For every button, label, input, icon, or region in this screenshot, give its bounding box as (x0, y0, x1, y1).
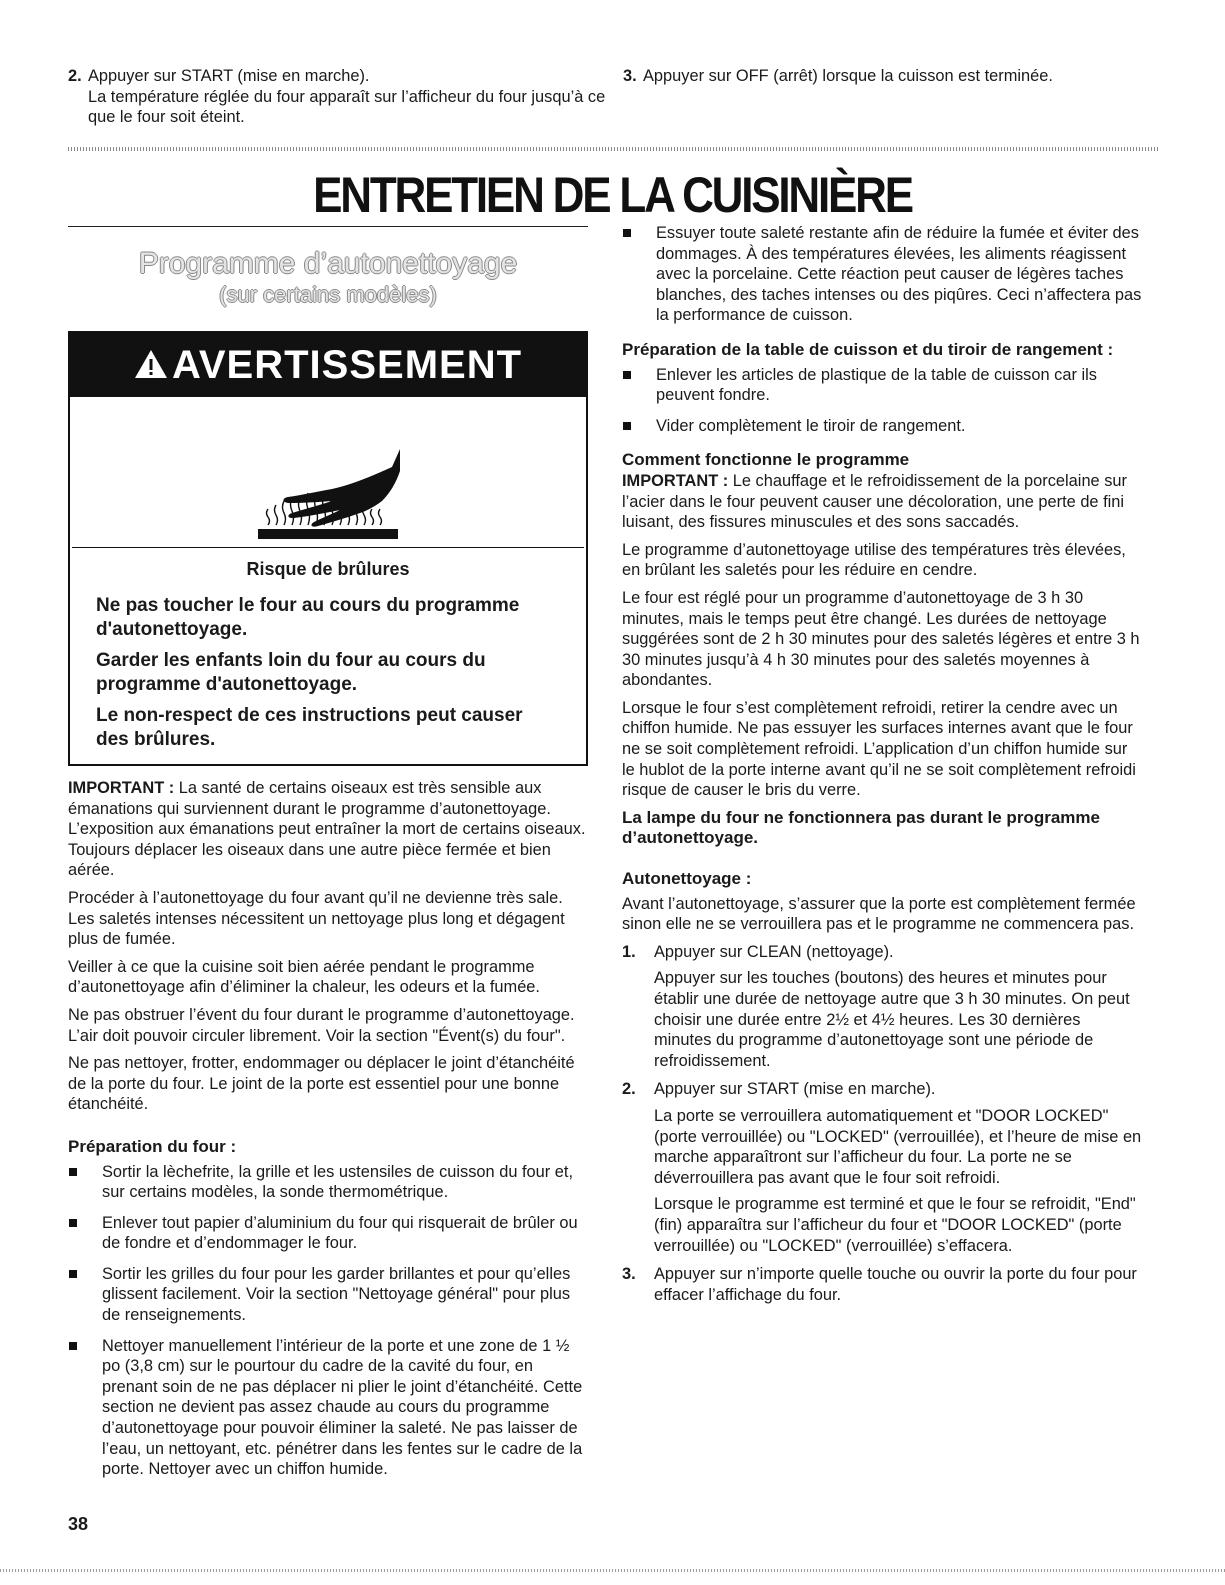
right-column (622, 223, 1142, 1313)
bullet-icon (69, 1168, 77, 1176)
warning-risk: Risque de brûlures (246, 559, 410, 579)
paragraph: Avant l’autonettoyage, s’assurer que la porte est complètement fermée sinon elle ne se verrouillera pas et le programme ne commencera pas. (622, 894, 1136, 934)
list-item: Essuyer toute saleté restante afin de réduire la fumée et éviter des dommages. À des températures élevées, les aliments réagissent avec la porcelaine. Cette réaction peut causer de légères taches blanches, des taches intenses ou des piqûres. Ceci n’affectera pas la performance de cuisson. (622, 223, 1142, 326)
step-text: Appuyer sur START (mise en marche). (654, 1080, 936, 1099)
prep-oven-heading: Préparation du four : (68, 1136, 237, 1156)
important-paragraph (622, 471, 1142, 533)
paragraph: Lorsque le four s’est complètement refroidi, retirer la cendre avec un chiffon humide. Ne pas essuyer les surfaces internes avant que le four ne se soit complètement refroidi. L’application d’un chiffon humide sur le hublot de la porte interne avant qu’il ne se soit complètement refroidi risque de causer le bris du verre. (622, 698, 1136, 800)
paragraph: Ne pas nettoyer, frotter, endommager ou déplacer le joint d’étanchéité de la porte du four. Le joint de la porte est essentiel pour une bonne étanchéité. (68, 1054, 575, 1114)
important-paragraph (68, 778, 588, 881)
list-item: Sortir la lèchefrite, la grille et les ustensiles de cuisson du four et, sur certains modèles, la sonde thermométrique. (68, 1162, 588, 1203)
paragraph: Le four est réglé pour un programme d’autonettoyage de 3 h 30 minutes, mais le temps peut être changé. Les durées de nettoyage suggérées sont de 2 h 30 minutes pour des saletés légères et entre 3 h 30 minutes jusqu’à 4 h 30 minutes pour des saletés moyennes à abondantes. (622, 588, 1140, 690)
step-number: 3. (623, 67, 637, 85)
bullet-icon (623, 371, 631, 379)
step-text: Appuyer sur START (mise en marche). (88, 67, 370, 85)
list-item: Enlever tout papier d’aluminium du four qui risquerait de brûler ou de fondre et d’endommager le four. (68, 1213, 588, 1254)
important-text: Le chauffage et le refroidissement de la porcelaine sur l’acier dans le four peuvent causer une décoloration, une perte de fini luisant, des fissures minuscules et des sons saccadés. (622, 471, 1127, 532)
top-step-2 (68, 66, 608, 128)
section-title: Programme d’autonettoyage (138, 247, 518, 280)
list-item: Vider complètement le tiroir de rangement. (622, 416, 1142, 437)
step-text: Appuyer sur OFF (arrêt) lorsque la cuisson est terminée. (643, 67, 1053, 85)
how-it-works-heading: Comment fonctionne le programme (622, 450, 910, 470)
important-text: La santé de certains oiseaux est très sensible aux émanations qui surviennent durant le programme d’autonettoyage. L’exposition aux émanations peut entraîner la mort de certains oiseaux. Toujours déplacer les oiseaux dans une autre pièce fermée et bien aérée. (68, 779, 586, 880)
step-detail: La température réglée du four apparaît sur l’afficheur du four jusqu’à ce que le four soit éteint. (88, 87, 606, 126)
important-label: IMPORTANT : (68, 779, 175, 797)
list-item: Enlever les articles de plastique de la table de cuisson car ils peuvent fondre. (622, 365, 1142, 406)
prep-cooktop-heading: Préparation de la table de cuisson et du tiroir de rangement : (622, 339, 1114, 359)
paragraph: Ne pas obstruer l’évent du four durant le programme d’autonettoyage. L’air doit pouvoir circuler librement. Voir la section "Évent(s) du four". (68, 1005, 575, 1045)
bullet-icon (623, 229, 631, 237)
prep-oven-list (68, 1162, 588, 1480)
bullet-icon (69, 1342, 77, 1350)
page-title: ENTRETIEN DE LA CUISINIÈRE (313, 167, 912, 223)
prep-cooktop-list (622, 365, 1142, 437)
important-label: IMPORTANT : (622, 471, 729, 490)
column-rule (68, 226, 588, 227)
step-text: Lorsque le programme est terminé et que le four se refroidit, "End" (fin) apparaîtra sur l’afficheur du four et "DOOR LOCKED" (porte verrouillée) ou "LOCKED" (verrouillée) s’effacera. (654, 1195, 1136, 1255)
step-number: 3. (622, 1265, 636, 1284)
paragraph: Procéder à l’autonettoyage du four avant qu’il ne devienne très sale. Les saletés intenses nécessitent un nettoyage plus long et dégagent plus de fumée. (68, 888, 565, 949)
step-item (622, 1079, 1142, 1256)
self-clean-steps (622, 942, 1142, 1306)
step-number: 2. (622, 1080, 636, 1099)
bottom-dotted-edge (0, 1569, 1225, 1572)
step-text: Appuyer sur CLEAN (nettoyage). (654, 942, 894, 961)
warning-body (70, 548, 586, 764)
warning-header (70, 333, 586, 397)
self-clean-heading: Autonettoyage : (622, 869, 752, 889)
section-subtitle: (sur certains modèles) (219, 282, 437, 307)
dotted-divider (68, 147, 1158, 151)
step-number: 2. (68, 67, 82, 85)
lamp-notice: La lampe du four ne fonctionnera pas durant le programme d’autonettoyage. (622, 807, 1100, 848)
continued-list (622, 223, 1142, 326)
step-text: Appuyer sur les touches (boutons) des heures et minutes pour établir une durée de nettoyage autre que 3 h 30 minutes. On peut choisir une durée entre 2½ et 4½ heures. Les 30 dernières minutes du programme d’autonettoyage sont une période de refroidissement. (654, 969, 1130, 1070)
step-number: 1. (622, 942, 636, 961)
paragraph: Le programme d’autonettoyage utilise des températures très élevées, en brûlant les saletés pour les réduire en cendre. (622, 540, 1126, 580)
warning-box (68, 331, 588, 766)
warning-line: Le non-respect de ces instructions peut causer des brûlures. (96, 705, 523, 750)
bullet-icon (69, 1219, 77, 1227)
warning-header-text: AVERTISSEMENT (171, 343, 523, 387)
step-item (622, 942, 1142, 1072)
step-item (622, 1264, 1142, 1305)
step-text: Appuyer sur n’importe quelle touche ou ouvrir la porte du four pour effacer l’affichage du four. (654, 1265, 1137, 1304)
list-item: Nettoyer manuellement l’intérieur de la porte et une zone de 1 ½ po (3,8 cm) sur le pourtour du cadre de la cavité du four, en prenant soin de ne pas déplacer ni plier le joint d’étanchéité. Cette section ne devient pas assez chaude au cours du programme d’autonettoyage pour pouvoir éliminer la saleté. Ne pas laisser de l’eau, un nettoyant, etc. pénétrer dans les fentes sur le cadre de la porte. Nettoyer avec un chiffon humide. (68, 1336, 588, 1480)
bullet-icon (69, 1270, 77, 1278)
step-text: La porte se verrouillera automatiquement et "DOOR LOCKED" (porte verrouillée) ou "LOCKED" (verrouillée), et l’heure de mise en marche apparaîtront sur l’afficheur du four. La porte ne se déverrouillera pas avant que le four soit refroidi. (654, 1106, 1142, 1187)
burn-hazard-icon (70, 397, 586, 547)
paragraph: Veiller à ce que la cuisine soit bien aérée pendant le programme d’autonettoyage afin d’éliminer la chaleur, les odeurs et la fumée. (68, 957, 540, 997)
left-column (68, 226, 588, 1490)
warning-triangle-icon (134, 335, 168, 399)
bullet-icon (623, 422, 631, 430)
page-number: 38 (68, 1514, 89, 1534)
list-item: Sortir les grilles du four pour les garder brillantes et pour qu’elles glissent facilement. Voir la section "Nettoyage général" pour plus de renseignements. (68, 1264, 588, 1326)
warning-line: Garder les enfants loin du four au cours du programme d'autonettoyage. (96, 650, 486, 695)
top-step-3 (623, 66, 1143, 87)
warning-line: Ne pas toucher le four au cours du programme d'autonettoyage. (96, 595, 520, 640)
